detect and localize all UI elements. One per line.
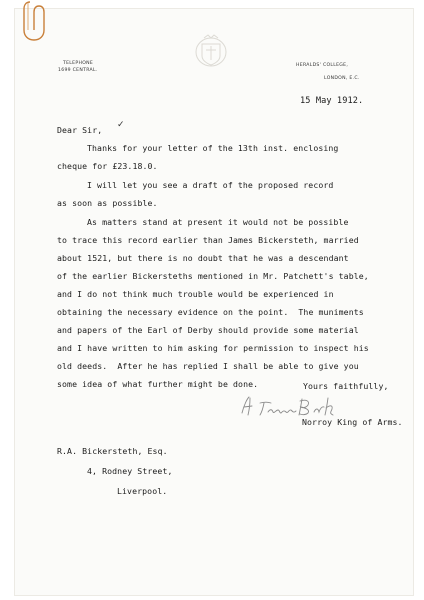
- body-line: old deeds. After he has replied I shall be able to give you: [57, 361, 359, 371]
- salutation: Dear Sir,: [57, 125, 103, 135]
- paperclip-icon: [20, 0, 54, 44]
- telephone-label: TELEPHONE: [63, 61, 94, 66]
- body-line: Thanks for your letter of the 13th inst. enclosing: [87, 143, 339, 153]
- check-mark-icon: ✓: [117, 119, 125, 129]
- letter-date: 15 May 1912.: [300, 96, 364, 106]
- letterhead-telephone: [58, 60, 98, 74]
- body-line: some idea of what further might be done.: [57, 379, 259, 389]
- telephone-number: 1699 CENTRAL.: [58, 68, 98, 73]
- signature-title: Norroy King of Arms.: [302, 417, 403, 427]
- recipient-street: 4, Rodney Street,: [87, 466, 173, 476]
- body-line: of the earlier Bickersteths mentioned in Mr. Patchett's table,: [57, 271, 369, 281]
- handwritten-signature: [238, 393, 368, 419]
- body-line: and I have written to him asking for permission to inspect his: [57, 343, 369, 353]
- recipient-name: R.A. Bickersteth, Esq.: [57, 446, 168, 456]
- recipient-city: Liverpool.: [117, 486, 168, 496]
- body-line: As matters stand at present it would not be possible: [87, 217, 349, 227]
- body-line: cheque for £23.18.0.: [57, 161, 158, 171]
- body-line: and I do not think much trouble would be experienced in: [57, 289, 334, 299]
- address-line-2: LONDON, E.C.: [324, 76, 360, 81]
- body-line: obtaining the necessary evidence on the point. The muniments: [57, 307, 364, 317]
- body-line: about 1521, but there is no doubt that he was a descendant: [57, 253, 349, 263]
- closing: Yours faithfully,: [303, 381, 389, 391]
- body-line: and papers of the Earl of Derby should provide some material: [57, 325, 359, 335]
- body-line: to trace this record earlier than James Bickersteth, married: [57, 235, 359, 245]
- body-line: as soon as possible.: [57, 198, 158, 208]
- letterhead-address: [296, 59, 360, 85]
- address-line-1: HERALDS' COLLEGE,: [296, 63, 349, 68]
- embossed-crest: [190, 30, 232, 72]
- body-line: I will let you see a draft of the proposed record: [87, 180, 334, 190]
